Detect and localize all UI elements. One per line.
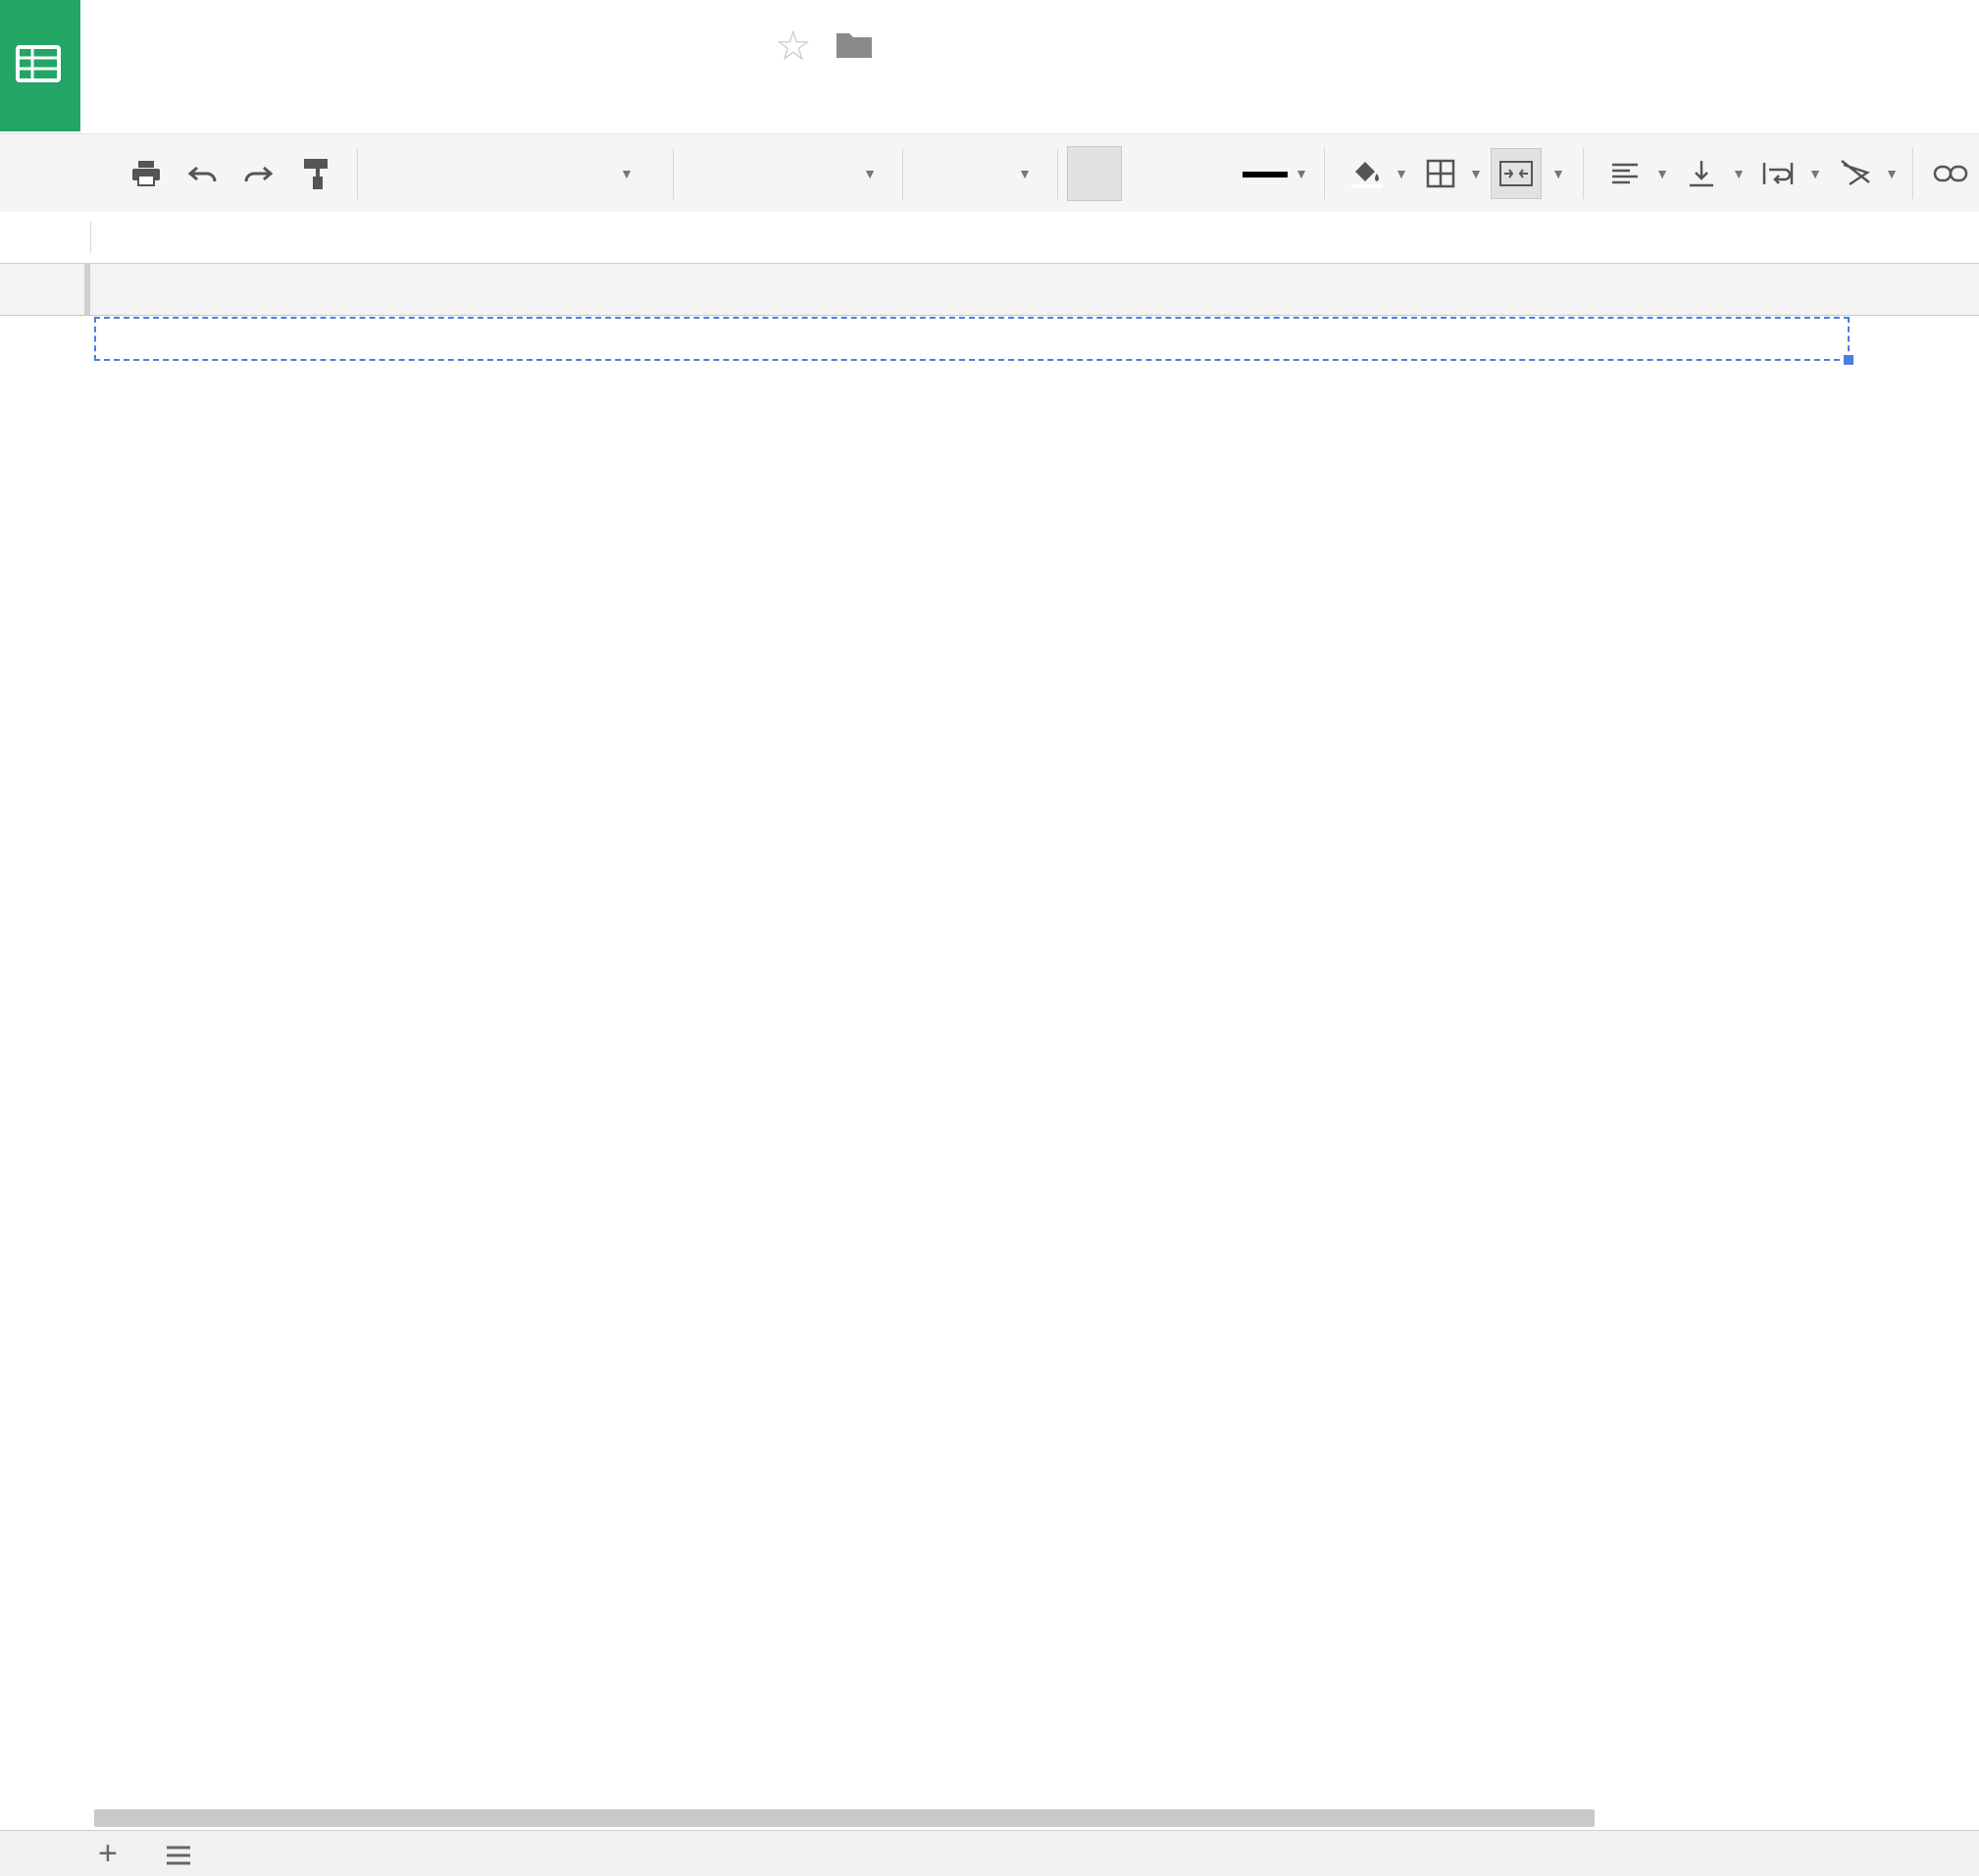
chevron-down-icon[interactable]: ▼: [1395, 166, 1408, 181]
chevron-down-icon: ▼: [1018, 166, 1032, 181]
horizontal-scrollbar[interactable]: [94, 1809, 1595, 1827]
percent-format-button[interactable]: [430, 134, 469, 213]
decrease-decimal-button[interactable]: [484, 134, 524, 213]
paint-format-icon[interactable]: [294, 134, 339, 213]
app-header: [0, 0, 1979, 133]
strikethrough-button[interactable]: [1185, 134, 1230, 213]
sheets-logo-icon[interactable]: [0, 0, 80, 131]
text-rotation-icon[interactable]: [1834, 134, 1879, 213]
chevron-down-icon: ▼: [863, 166, 877, 181]
vertical-align-icon[interactable]: [1679, 134, 1724, 213]
chevron-down-icon[interactable]: ▼: [1469, 166, 1483, 181]
formula-divider: [90, 222, 91, 253]
print-icon[interactable]: [124, 134, 169, 213]
increase-decimal-button[interactable]: [537, 134, 584, 213]
fill-handle[interactable]: [1844, 355, 1853, 365]
chevron-down-icon[interactable]: ▼: [1732, 166, 1746, 181]
chevron-down-icon[interactable]: ▼: [1551, 166, 1565, 181]
column-headers: [0, 264, 1979, 316]
select-all-corner[interactable]: [0, 264, 90, 315]
folder-icon[interactable]: [836, 29, 873, 64]
redo-icon[interactable]: [235, 134, 280, 213]
merge-cells-icon[interactable]: [1491, 148, 1542, 199]
chevron-down-icon[interactable]: ▼: [1294, 166, 1308, 181]
selection-outline: [94, 317, 1850, 361]
more-formats-dropdown[interactable]: [592, 134, 655, 213]
horizontal-align-icon[interactable]: [1602, 134, 1648, 213]
undo-icon[interactable]: [180, 134, 226, 213]
add-sheet-icon[interactable]: +: [98, 1835, 118, 1872]
chevron-down-icon[interactable]: ▼: [1655, 166, 1669, 181]
text-color-swatch: [1243, 172, 1288, 177]
font-family-dropdown[interactable]: [683, 134, 888, 213]
star-icon[interactable]: ☆: [775, 23, 812, 69]
formula-bar: [0, 212, 1979, 264]
fill-color-icon[interactable]: [1340, 134, 1395, 213]
toolbar: [0, 133, 1979, 214]
font-size-dropdown[interactable]: [912, 134, 1043, 213]
italic-button[interactable]: [1130, 134, 1175, 213]
chevron-down-icon: ▼: [620, 166, 634, 181]
currency-format-button[interactable]: [375, 134, 410, 213]
text-color-button[interactable]: [1238, 134, 1293, 213]
bold-button[interactable]: [1067, 146, 1122, 201]
chevron-down-icon[interactable]: ▼: [1808, 166, 1822, 181]
all-sheets-icon[interactable]: [165, 1845, 192, 1871]
chevron-down-icon[interactable]: ▼: [1885, 166, 1899, 181]
borders-icon[interactable]: [1418, 134, 1463, 213]
sheet-tab-bar: [0, 1830, 1979, 1876]
insert-link-icon[interactable]: [1928, 134, 1973, 213]
text-wrapping-icon[interactable]: [1755, 134, 1801, 213]
